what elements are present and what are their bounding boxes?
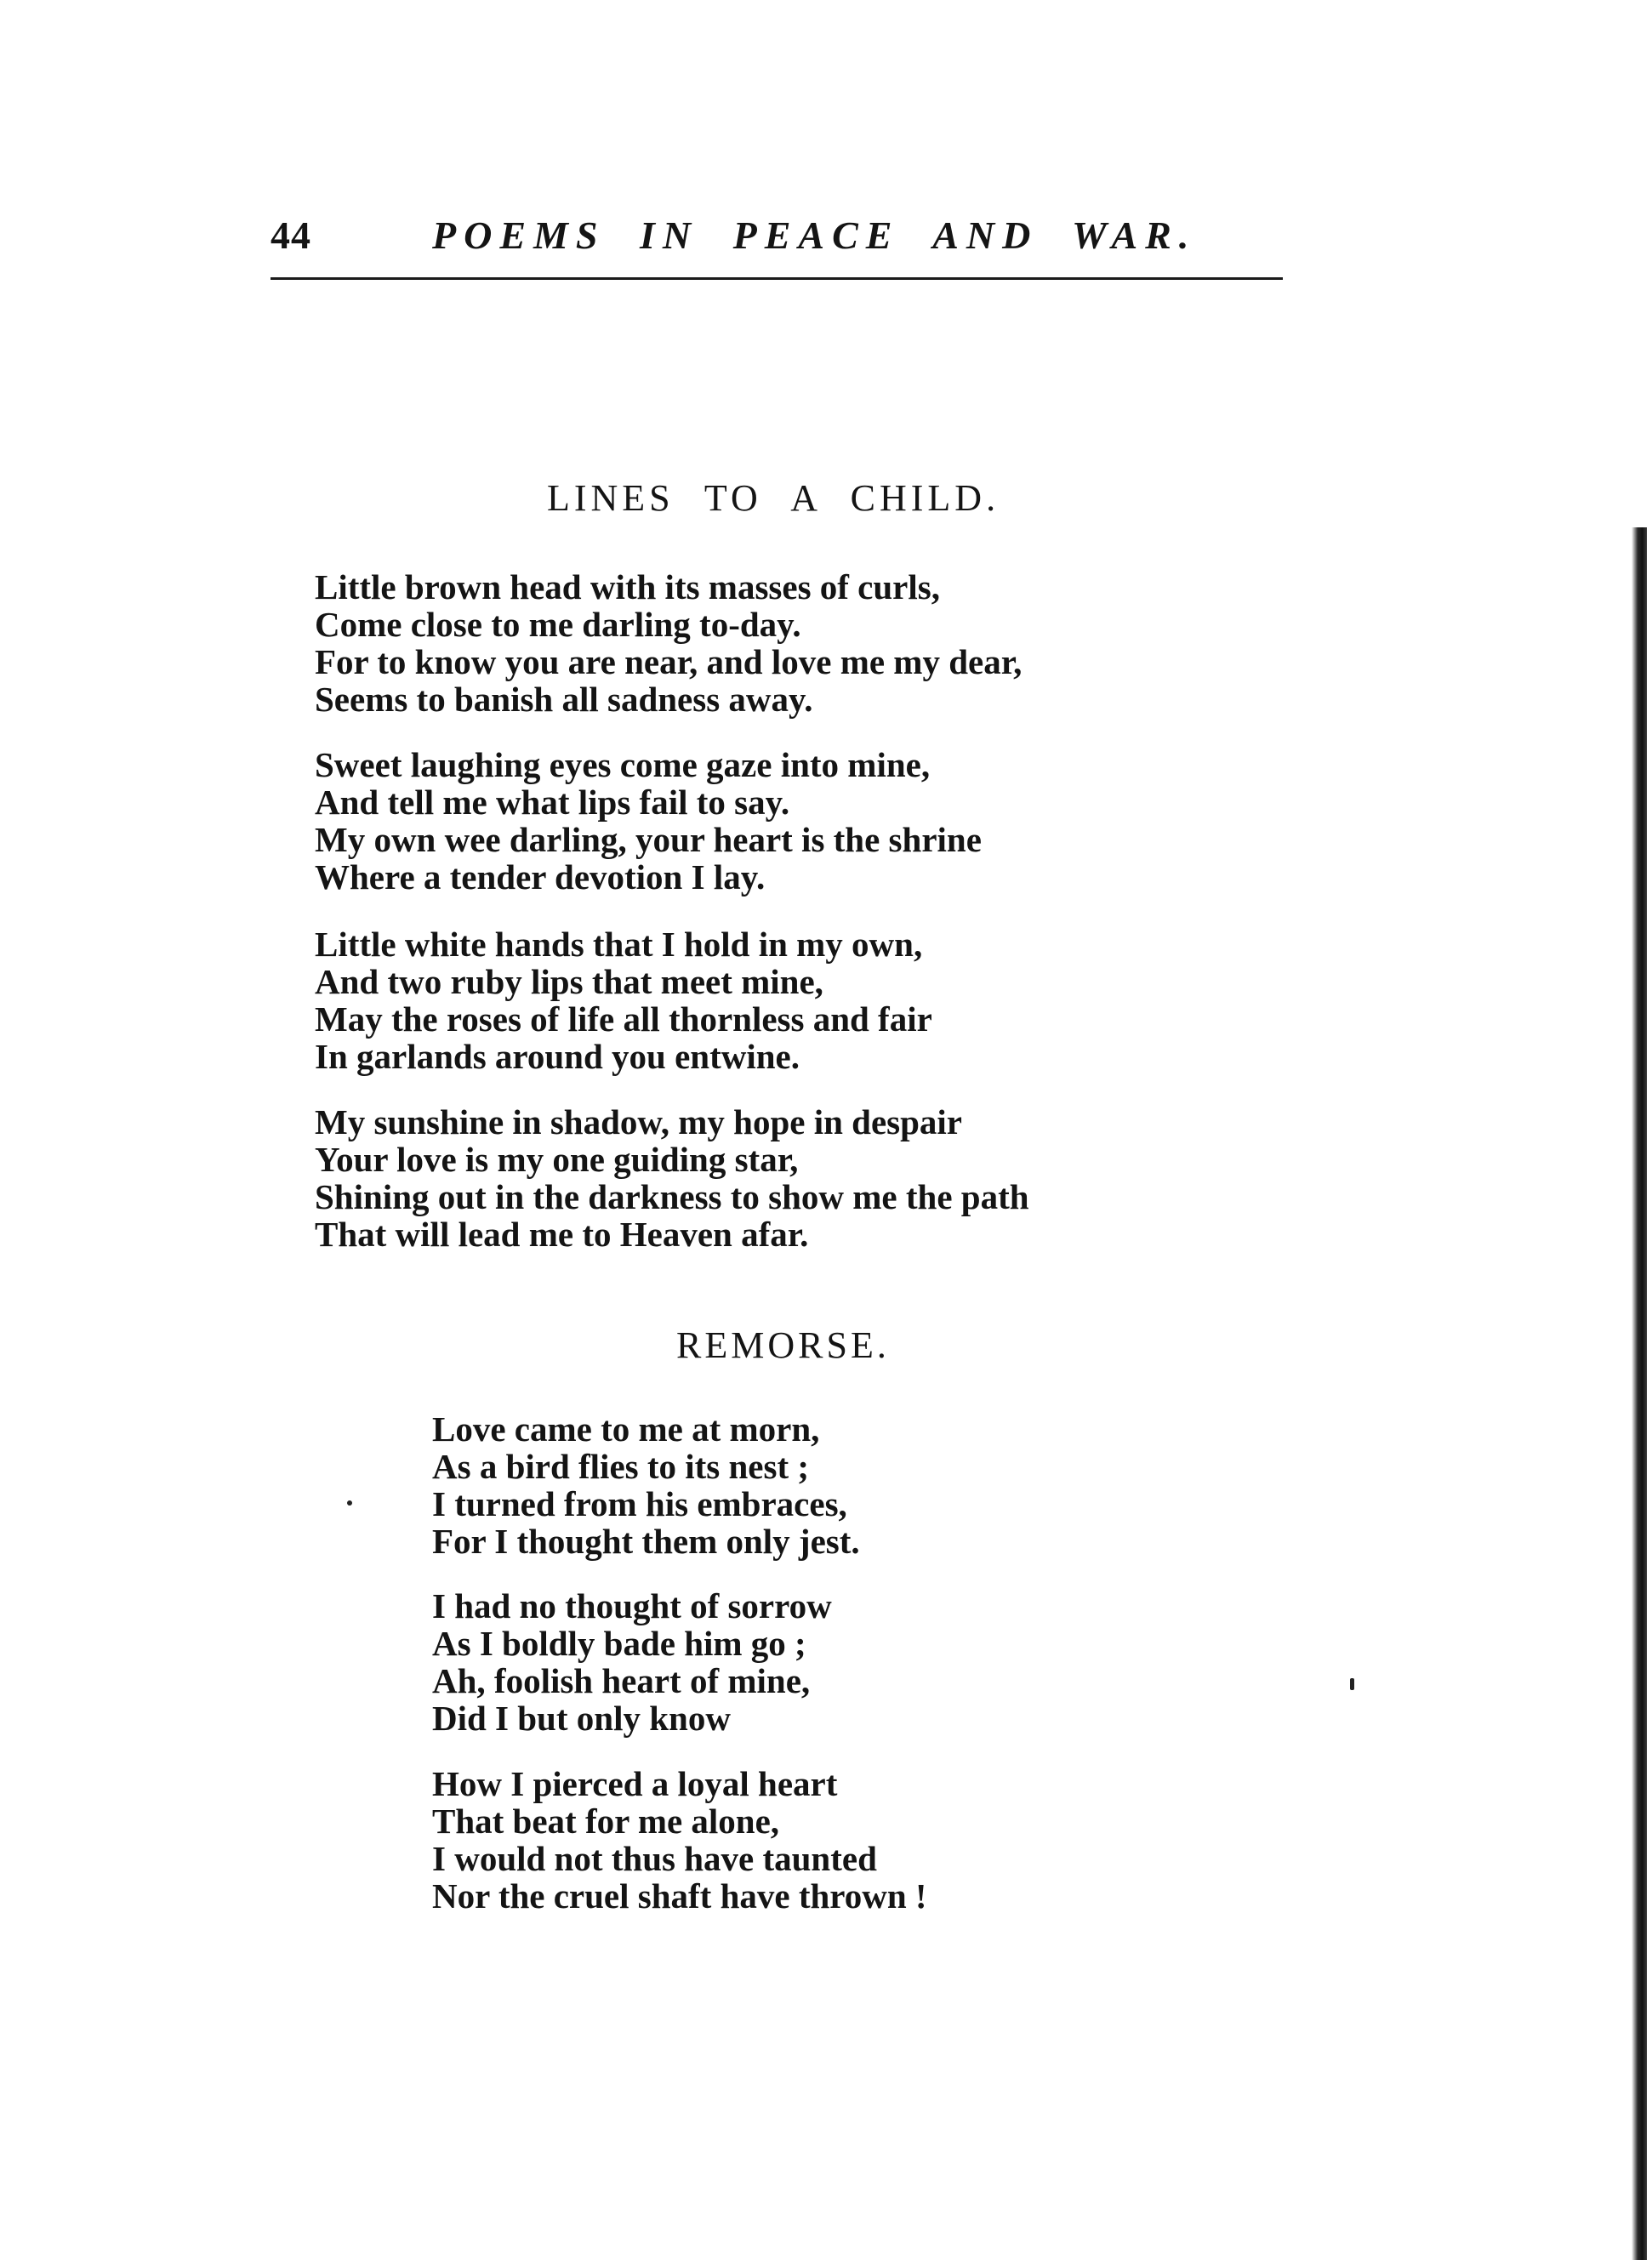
page-number: 44 — [271, 213, 311, 257]
verse-line: My own wee darling, your heart is the shrine — [315, 820, 982, 859]
running-header — [271, 213, 1283, 272]
stanza — [315, 568, 1022, 718]
verse-line: As I boldly bade him go ; — [432, 1624, 806, 1663]
running-title: POEMS IN PEACE AND WAR. — [432, 213, 1197, 257]
header-rule — [271, 277, 1283, 280]
verse-line: Seems to banish all sadness away. — [315, 680, 813, 719]
verse-line: And two ruby lips that meet mine, — [315, 962, 823, 1001]
verse-line: Shining out in the darkness to show me the path — [315, 1177, 1029, 1216]
verse-line: I would not thus have taunted — [432, 1839, 877, 1878]
verse-line: I turned from his embraces, — [432, 1484, 847, 1523]
verse-line: Nor the cruel shaft have thrown ! — [432, 1876, 927, 1916]
stanza — [315, 925, 932, 1075]
verse-line: Little white hands that I hold in my own, — [315, 925, 923, 964]
verse-line: For to know you are near, and love me my dear, — [315, 642, 1023, 681]
stanza — [315, 746, 982, 896]
verse-line: Sweet laughing eyes come gaze into mine, — [315, 745, 931, 784]
verse-line: Where a tender devotion I lay. — [315, 857, 766, 897]
verse-line: My sunshine in shadow, my hope in despair — [315, 1102, 963, 1141]
verse-line: May the roses of life all thornless and fair — [315, 999, 932, 1039]
verse-line: Come close to me darling to-day. — [315, 605, 801, 644]
verse-line: Your love is my one guiding star, — [315, 1140, 799, 1179]
verse-line: Did I but only know — [432, 1699, 731, 1738]
ink-speck — [1350, 1678, 1354, 1690]
stanza — [315, 1103, 1029, 1253]
verse-line: As a bird flies to its nest ; — [432, 1447, 810, 1486]
verse-line: Ah, foolish heart of mine, — [432, 1661, 811, 1700]
verse-line: Love came to me at morn, — [432, 1409, 820, 1449]
verse-line: In garlands around you entwine. — [315, 1037, 800, 1076]
poem-title: REMORSE. — [676, 1324, 890, 1366]
verse-line: Little brown head with its masses of curls, — [315, 567, 940, 606]
stanza — [432, 1410, 860, 1560]
verse-line: That beat for me alone, — [432, 1802, 780, 1841]
verse-line: How I pierced a loyal heart — [432, 1764, 838, 1803]
stanza — [432, 1765, 927, 1915]
verse-line: For I thought them only jest. — [432, 1522, 860, 1561]
ink-speck — [347, 1500, 352, 1506]
verse-line: And tell me what lips fail to say. — [315, 783, 790, 822]
verse-line: I had no thought of sorrow — [432, 1586, 832, 1625]
binding-edge — [1632, 527, 1647, 2260]
poem-title: LINES TO A CHILD. — [547, 477, 1000, 519]
stanza — [432, 1587, 832, 1737]
verse-line: That will lead me to Heaven afar. — [315, 1215, 809, 1254]
